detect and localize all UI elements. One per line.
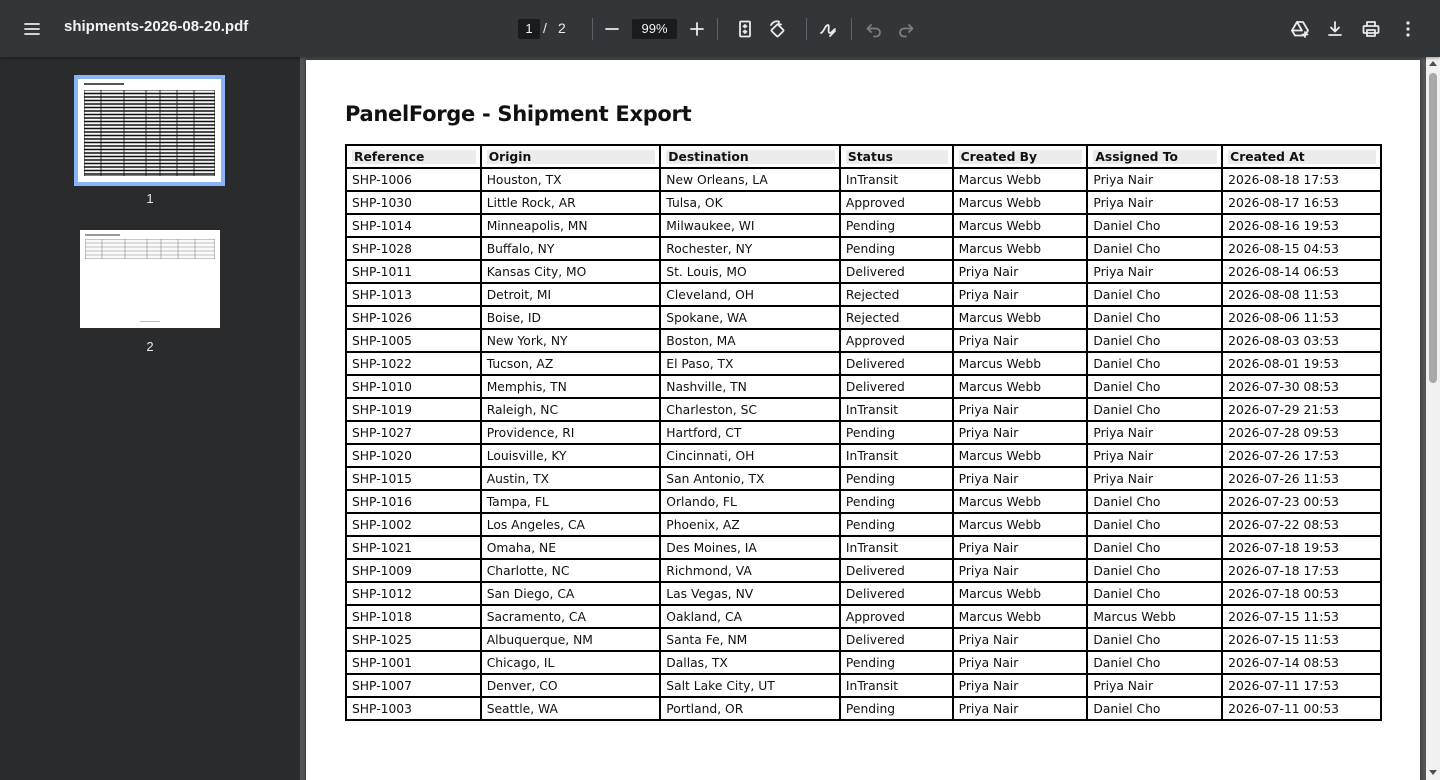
cell-origin: Denver, CO [481,674,661,697]
cell-reference: SHP-1030 [346,191,481,214]
cell-created-at: 2026-08-14 06:53 [1222,260,1381,283]
cell-status: InTransit [840,168,953,191]
table-row [346,674,1381,697]
cell-origin: Los Angeles, CA [481,513,661,536]
column-header-assigned-to: Assigned To [1087,145,1222,168]
cell-reference: SHP-1011 [346,260,481,283]
cell-origin: Chicago, IL [481,651,661,674]
cell-created-at: 2026-08-16 19:53 [1222,214,1381,237]
cell-assigned-to: Daniel Cho [1087,237,1222,260]
table-body [346,168,1381,720]
cell-status: Delivered [840,582,953,605]
cell-destination: Salt Lake City, UT [660,674,840,697]
table-row [346,467,1381,490]
cell-created-by: Marcus Webb [953,237,1088,260]
toolbar-divider [851,18,852,40]
cell-assigned-to: Daniel Cho [1087,582,1222,605]
column-header-status: Status [840,145,953,168]
cell-destination: St. Louis, MO [660,260,840,283]
cell-destination: Des Moines, IA [660,536,840,559]
document-heading: PanelForge - Shipment Export [345,102,692,126]
cell-origin: Boise, ID [481,306,661,329]
cell-assigned-to: Daniel Cho [1087,306,1222,329]
thumbnail-label-2: 2 [146,339,154,354]
cell-status: Delivered [840,559,953,582]
table-row [346,651,1381,674]
cell-assigned-to: Priya Nair [1087,674,1222,697]
hamburger-menu-icon[interactable] [16,13,48,45]
table-row [346,375,1381,398]
cell-assigned-to: Daniel Cho [1087,490,1222,513]
cell-reference: SHP-1010 [346,375,481,398]
cell-status: Pending [840,467,953,490]
cell-created-at: 2026-08-08 11:53 [1222,283,1381,306]
cell-origin: Austin, TX [481,467,661,490]
thumbnail-title-line [84,83,124,85]
cell-destination: New Orleans, LA [660,168,840,191]
table-row [346,352,1381,375]
cell-status: Rejected [840,306,953,329]
cell-origin: Kansas City, MO [481,260,661,283]
cell-reference: SHP-1018 [346,605,481,628]
cell-assigned-to: Priya Nair [1087,444,1222,467]
cell-assigned-to: Marcus Webb [1087,605,1222,628]
cell-reference: SHP-1027 [346,421,481,444]
cell-status: Pending [840,697,953,720]
cell-origin: Memphis, TN [481,375,661,398]
cell-created-at: 2026-08-06 11:53 [1222,306,1381,329]
save-to-drive-icon[interactable] [1284,13,1316,45]
page-separator: / [543,20,547,36]
cell-origin: Buffalo, NY [481,237,661,260]
cell-reference: SHP-1015 [346,467,481,490]
page-number-input[interactable]: 1 [518,19,540,39]
cell-origin: Tucson, AZ [481,352,661,375]
cell-reference: SHP-1013 [346,283,481,306]
cell-destination: Boston, MA [660,329,840,352]
undo-icon[interactable] [858,13,890,45]
table-row [346,191,1381,214]
cell-destination: Santa Fe, NM [660,628,840,651]
cell-reference: SHP-1003 [346,697,481,720]
cell-created-by: Priya Nair [953,628,1088,651]
cell-created-at: 2026-07-18 19:53 [1222,536,1381,559]
page-thumbnail-1[interactable] [78,79,221,182]
column-header-created-at: Created At [1222,145,1381,168]
cell-destination: Cleveland, OH [660,283,840,306]
cell-created-at: 2026-07-18 17:53 [1222,559,1381,582]
table-row [346,490,1381,513]
table-row [346,513,1381,536]
cell-assigned-to: Daniel Cho [1087,536,1222,559]
cell-assigned-to: Daniel Cho [1087,283,1222,306]
cell-reference: SHP-1005 [346,329,481,352]
cell-status: Pending [840,651,953,674]
cell-created-at: 2026-07-15 11:53 [1222,628,1381,651]
cell-assigned-to: Daniel Cho [1087,329,1222,352]
cell-created-at: 2026-07-14 08:53 [1222,651,1381,674]
cell-created-by: Priya Nair [953,329,1088,352]
toolbar-divider [592,18,593,40]
cell-destination: Orlando, FL [660,490,840,513]
cell-assigned-to: Priya Nair [1087,168,1222,191]
cell-origin: Houston, TX [481,168,661,191]
pdf-toolbar [0,0,1440,57]
cell-origin: Little Rock, AR [481,191,661,214]
cell-reference: SHP-1020 [346,444,481,467]
cell-created-by: Priya Nair [953,697,1088,720]
cell-created-by: Priya Nair [953,559,1088,582]
table-row [346,444,1381,467]
cell-status: Approved [840,605,953,628]
document-viewer[interactable] [300,57,1426,780]
scroll-up-arrow-icon[interactable] [1429,61,1437,66]
cell-origin: San Diego, CA [481,582,661,605]
table-row [346,559,1381,582]
cell-status: Pending [840,237,953,260]
thumbnail-table-preview [84,90,215,176]
cell-created-by: Marcus Webb [953,490,1088,513]
total-pages: 2 [558,20,566,36]
table-row [346,582,1381,605]
cell-destination: Oakland, CA [660,605,840,628]
cell-assigned-to: Daniel Cho [1087,352,1222,375]
cell-status: Pending [840,214,953,237]
cell-assigned-to: Daniel Cho [1087,214,1222,237]
table-row [346,605,1381,628]
cell-assigned-to: Daniel Cho [1087,628,1222,651]
cell-status: Pending [840,513,953,536]
rotate-icon[interactable] [761,13,793,45]
table-row [346,168,1381,191]
cell-destination: Las Vegas, NV [660,582,840,605]
cell-destination: El Paso, TX [660,352,840,375]
cell-status: InTransit [840,674,953,697]
cell-assigned-to: Priya Nair [1087,260,1222,283]
pdf-page-1 [306,60,1420,780]
table-row [346,628,1381,651]
cell-destination: Cincinnati, OH [660,444,840,467]
cell-created-by: Marcus Webb [953,605,1088,628]
cell-reference: SHP-1001 [346,651,481,674]
cell-created-by: Marcus Webb [953,168,1088,191]
page-thumbnail-2[interactable] [80,230,220,328]
cell-created-at: 2026-07-29 21:53 [1222,398,1381,421]
cell-status: Pending [840,490,953,513]
cell-assigned-to: Daniel Cho [1087,513,1222,536]
cell-created-by: Marcus Webb [953,582,1088,605]
cell-created-by: Marcus Webb [953,306,1088,329]
cell-created-by: Priya Nair [953,398,1088,421]
cell-reference: SHP-1009 [346,559,481,582]
cell-assigned-to: Priya Nair [1087,467,1222,490]
cell-reference: SHP-1014 [346,214,481,237]
cell-status: Approved [840,191,953,214]
toolbar-divider [717,18,718,40]
shipments-table [345,144,1382,721]
cell-created-at: 2026-07-30 08:53 [1222,375,1381,398]
cell-assigned-to: Daniel Cho [1087,375,1222,398]
cell-created-at: 2026-07-18 00:53 [1222,582,1381,605]
cell-status: Delivered [840,260,953,283]
cell-created-at: 2026-07-26 11:53 [1222,467,1381,490]
toolbar-divider [806,18,807,40]
table-row [346,260,1381,283]
cell-created-at: 2026-07-26 17:53 [1222,444,1381,467]
cell-reference: SHP-1021 [346,536,481,559]
redo-icon[interactable] [890,13,922,45]
cell-destination: Richmond, VA [660,559,840,582]
scrollbar-thumb[interactable] [1429,73,1437,383]
cell-created-at: 2026-07-11 00:53 [1222,697,1381,720]
table-row [346,536,1381,559]
column-header-created-by: Created By [953,145,1088,168]
cell-status: InTransit [840,536,953,559]
cell-assigned-to: Daniel Cho [1087,651,1222,674]
cell-created-by: Marcus Webb [953,513,1088,536]
cell-reference: SHP-1019 [346,398,481,421]
table-row [346,697,1381,720]
cell-reference: SHP-1006 [346,168,481,191]
table-row [346,306,1381,329]
thumbnail-label-1: 1 [146,191,154,206]
cell-origin: Seattle, WA [481,697,661,720]
cell-created-by: Priya Nair [953,651,1088,674]
cell-status: Delivered [840,352,953,375]
cell-destination: Phoenix, AZ [660,513,840,536]
cell-created-by: Priya Nair [953,536,1088,559]
document-title: shipments-2026-08-20.pdf [64,18,249,35]
cell-origin: Sacramento, CA [481,605,661,628]
cell-origin: Tampa, FL [481,490,661,513]
table-header-row [346,145,1381,168]
cell-created-by: Priya Nair [953,674,1088,697]
cell-destination: San Antonio, TX [660,467,840,490]
cell-created-by: Marcus Webb [953,352,1088,375]
vertical-scrollbar[interactable] [1426,57,1440,780]
cell-reference: SHP-1022 [346,352,481,375]
table-row [346,398,1381,421]
cell-assigned-to: Priya Nair [1087,421,1222,444]
cell-destination: Rochester, NY [660,237,840,260]
cell-status: Rejected [840,283,953,306]
table-row [346,421,1381,444]
cell-created-at: 2026-08-15 04:53 [1222,237,1381,260]
cell-created-at: 2026-07-15 11:53 [1222,605,1381,628]
table-row [346,237,1381,260]
cell-reference: SHP-1016 [346,490,481,513]
cell-created-at: 2026-07-11 17:53 [1222,674,1381,697]
cell-created-at: 2026-07-22 08:53 [1222,513,1381,536]
cell-reference: SHP-1028 [346,237,481,260]
cell-reference: SHP-1012 [346,582,481,605]
thumbnail-sidebar [0,57,300,780]
cell-origin: Louisville, KY [481,444,661,467]
cell-created-at: 2026-07-28 09:53 [1222,421,1381,444]
cell-created-by: Priya Nair [953,467,1088,490]
cell-destination: Nashville, TN [660,375,840,398]
cell-origin: Albuquerque, NM [481,628,661,651]
zoom-level-input[interactable]: 99% [632,19,677,39]
table-row [346,214,1381,237]
cell-created-by: Priya Nair [953,260,1088,283]
cell-status: Pending [840,421,953,444]
column-header-reference: Reference [346,145,481,168]
cell-destination: Spokane, WA [660,306,840,329]
column-header-origin: Origin [481,145,661,168]
cell-assigned-to: Daniel Cho [1087,559,1222,582]
cell-destination: Portland, OR [660,697,840,720]
cell-created-at: 2026-08-03 03:53 [1222,329,1381,352]
cell-destination: Tulsa, OK [660,191,840,214]
cell-created-by: Marcus Webb [953,214,1088,237]
cell-destination: Dallas, TX [660,651,840,674]
cell-created-at: 2026-08-01 19:53 [1222,352,1381,375]
download-icon[interactable] [1319,13,1351,45]
cell-created-at: 2026-08-18 17:53 [1222,168,1381,191]
thumbnail-footer-line [140,321,160,322]
cell-created-by: Priya Nair [953,421,1088,444]
scroll-down-arrow-icon[interactable] [1429,770,1437,775]
cell-created-at: 2026-07-23 00:53 [1222,490,1381,513]
table-row [346,329,1381,352]
thumbnail-title-line [85,234,120,236]
cell-origin: Raleigh, NC [481,398,661,421]
cell-assigned-to: Priya Nair [1087,191,1222,214]
cell-assigned-to: Daniel Cho [1087,398,1222,421]
cell-status: InTransit [840,398,953,421]
cell-origin: Providence, RI [481,421,661,444]
cell-origin: Detroit, MI [481,283,661,306]
zoom-out-icon[interactable] [596,13,628,45]
cell-reference: SHP-1007 [346,674,481,697]
cell-created-by: Priya Nair [953,283,1088,306]
print-icon[interactable] [1355,13,1387,45]
cell-destination: Hartford, CT [660,421,840,444]
cell-origin: Charlotte, NC [481,559,661,582]
cell-created-by: Marcus Webb [953,375,1088,398]
cell-created-by: Marcus Webb [953,191,1088,214]
table-row [346,283,1381,306]
cell-reference: SHP-1002 [346,513,481,536]
cell-status: InTransit [840,444,953,467]
fit-to-page-icon[interactable] [729,13,761,45]
cell-created-by: Marcus Webb [953,444,1088,467]
zoom-in-icon[interactable] [681,13,713,45]
thumbnail-table-preview [85,239,215,259]
cell-status: Approved [840,329,953,352]
cell-destination: Charleston, SC [660,398,840,421]
cell-origin: New York, NY [481,329,661,352]
cell-reference: SHP-1026 [346,306,481,329]
more-options-icon[interactable] [1392,13,1424,45]
cell-reference: SHP-1025 [346,628,481,651]
column-header-destination: Destination [660,145,840,168]
cell-destination: Milwaukee, WI [660,214,840,237]
cell-created-at: 2026-08-17 16:53 [1222,191,1381,214]
cell-assigned-to: Daniel Cho [1087,697,1222,720]
cell-status: Delivered [840,375,953,398]
cell-origin: Omaha, NE [481,536,661,559]
annotate-pen-icon[interactable] [812,13,844,45]
cell-origin: Minneapolis, MN [481,214,661,237]
cell-status: Delivered [840,628,953,651]
